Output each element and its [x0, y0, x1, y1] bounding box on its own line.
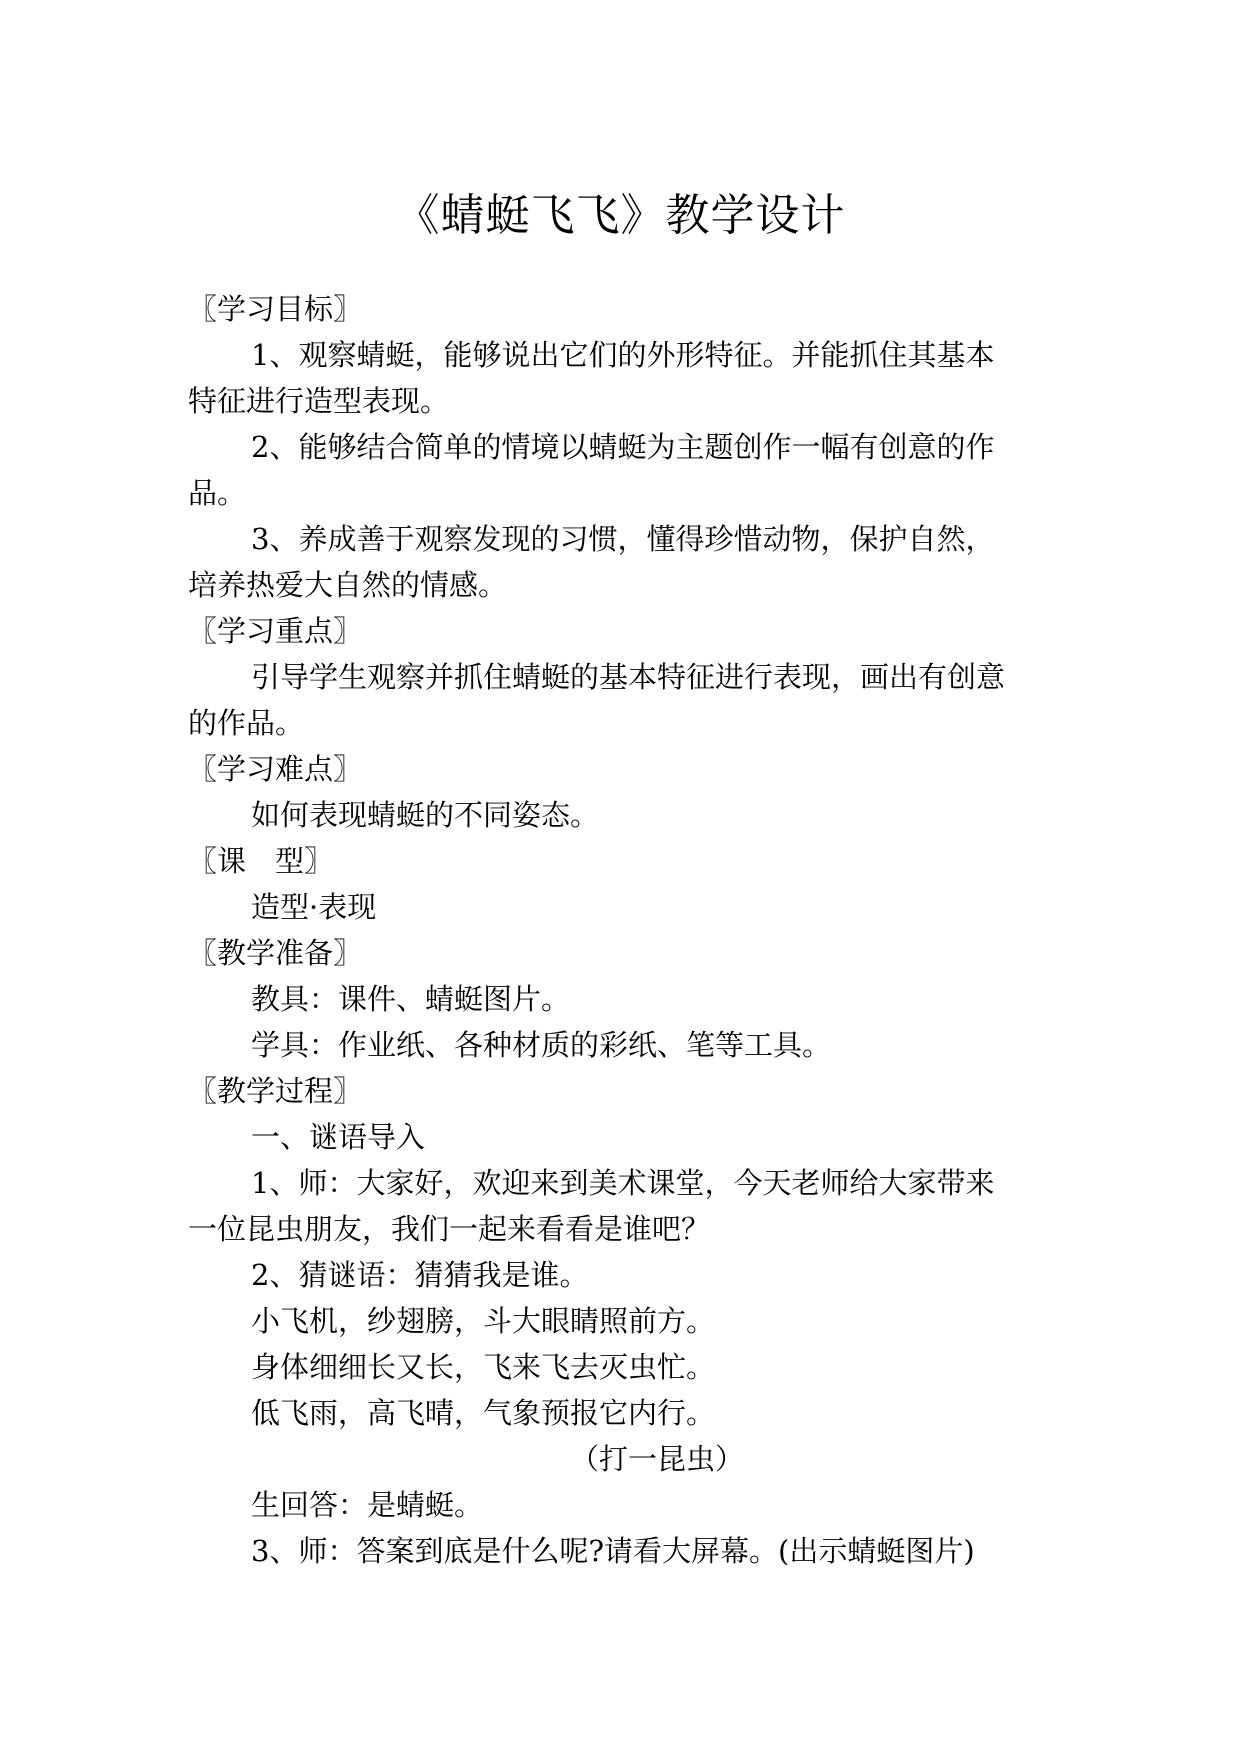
- process-item-3: 3、师：答案到底是什么呢?请看大屏幕。(出示蜻蜓图片): [251, 1534, 975, 1568]
- section-heading-learning-goals: 〖学习目标〗: [188, 292, 363, 326]
- goal-3-line-1: 3、养成善于观察发现的习惯，懂得珍惜动物，保护自然，: [251, 522, 995, 556]
- process-step-title: 一、谜语导入: [251, 1120, 426, 1154]
- key-points-line-1: 引导学生观察并抓住蜻蜓的基本特征进行表现，画出有创意: [251, 660, 1006, 694]
- riddle-hint: （打一昆虫）: [570, 1442, 745, 1476]
- section-heading-process: 〖教学过程〗: [188, 1074, 363, 1108]
- process-item-2: 2、猜谜语：猜猜我是谁。: [251, 1258, 589, 1292]
- student-tools-text: 学具：作业纸、各种材质的彩纸、笔等工具。: [251, 1028, 832, 1062]
- teacher-tools-text: 教具：课件、蜻蜓图片。: [251, 982, 571, 1016]
- section-heading-difficulties: 〖学习难点〗: [188, 752, 363, 786]
- riddle-line-2: 身体细细长又长，飞来飞去灭虫忙。: [251, 1350, 716, 1384]
- document-title: 《蜻蜓飞飞》教学设计: [395, 190, 846, 241]
- section-heading-lesson-type: 〖课 型〗: [188, 844, 334, 878]
- goal-2-line-1: 2、能够结合简单的情境以蜻蜓为主题创作一幅有创意的作: [251, 430, 995, 464]
- lesson-type-text: 造型·表现: [251, 890, 377, 924]
- section-heading-key-points: 〖学习重点〗: [188, 614, 363, 648]
- student-answer: 生回答：是蜻蜓。: [251, 1488, 484, 1522]
- goal-2-line-2: 品。: [188, 476, 247, 510]
- riddle-line-1: 小飞机，纱翅膀，斗大眼睛照前方。: [251, 1304, 716, 1338]
- difficulties-text: 如何表现蜻蜓的不同姿态。: [251, 798, 600, 832]
- section-heading-preparation: 〖教学准备〗: [188, 936, 363, 970]
- process-item-1-line-2: 一位昆虫朋友，我们一起来看看是谁吧？: [188, 1212, 711, 1246]
- riddle-line-3: 低飞雨，高飞晴，气象预报它内行。: [251, 1396, 716, 1430]
- goal-1-line-1: 1、观察蜻蜓，能够说出它们的外形特征。并能抓住其基本: [251, 338, 995, 372]
- goal-1-line-2: 特征进行造型表现。: [188, 384, 450, 418]
- goal-3-line-2: 培养热爱大自然的情感。: [188, 568, 508, 602]
- document-body: [188, 286, 1058, 1574]
- process-item-1-line-1: 1、师：大家好，欢迎来到美术课堂，今天老师给大家带来: [251, 1166, 995, 1200]
- key-points-line-2: 的作品。: [188, 706, 305, 740]
